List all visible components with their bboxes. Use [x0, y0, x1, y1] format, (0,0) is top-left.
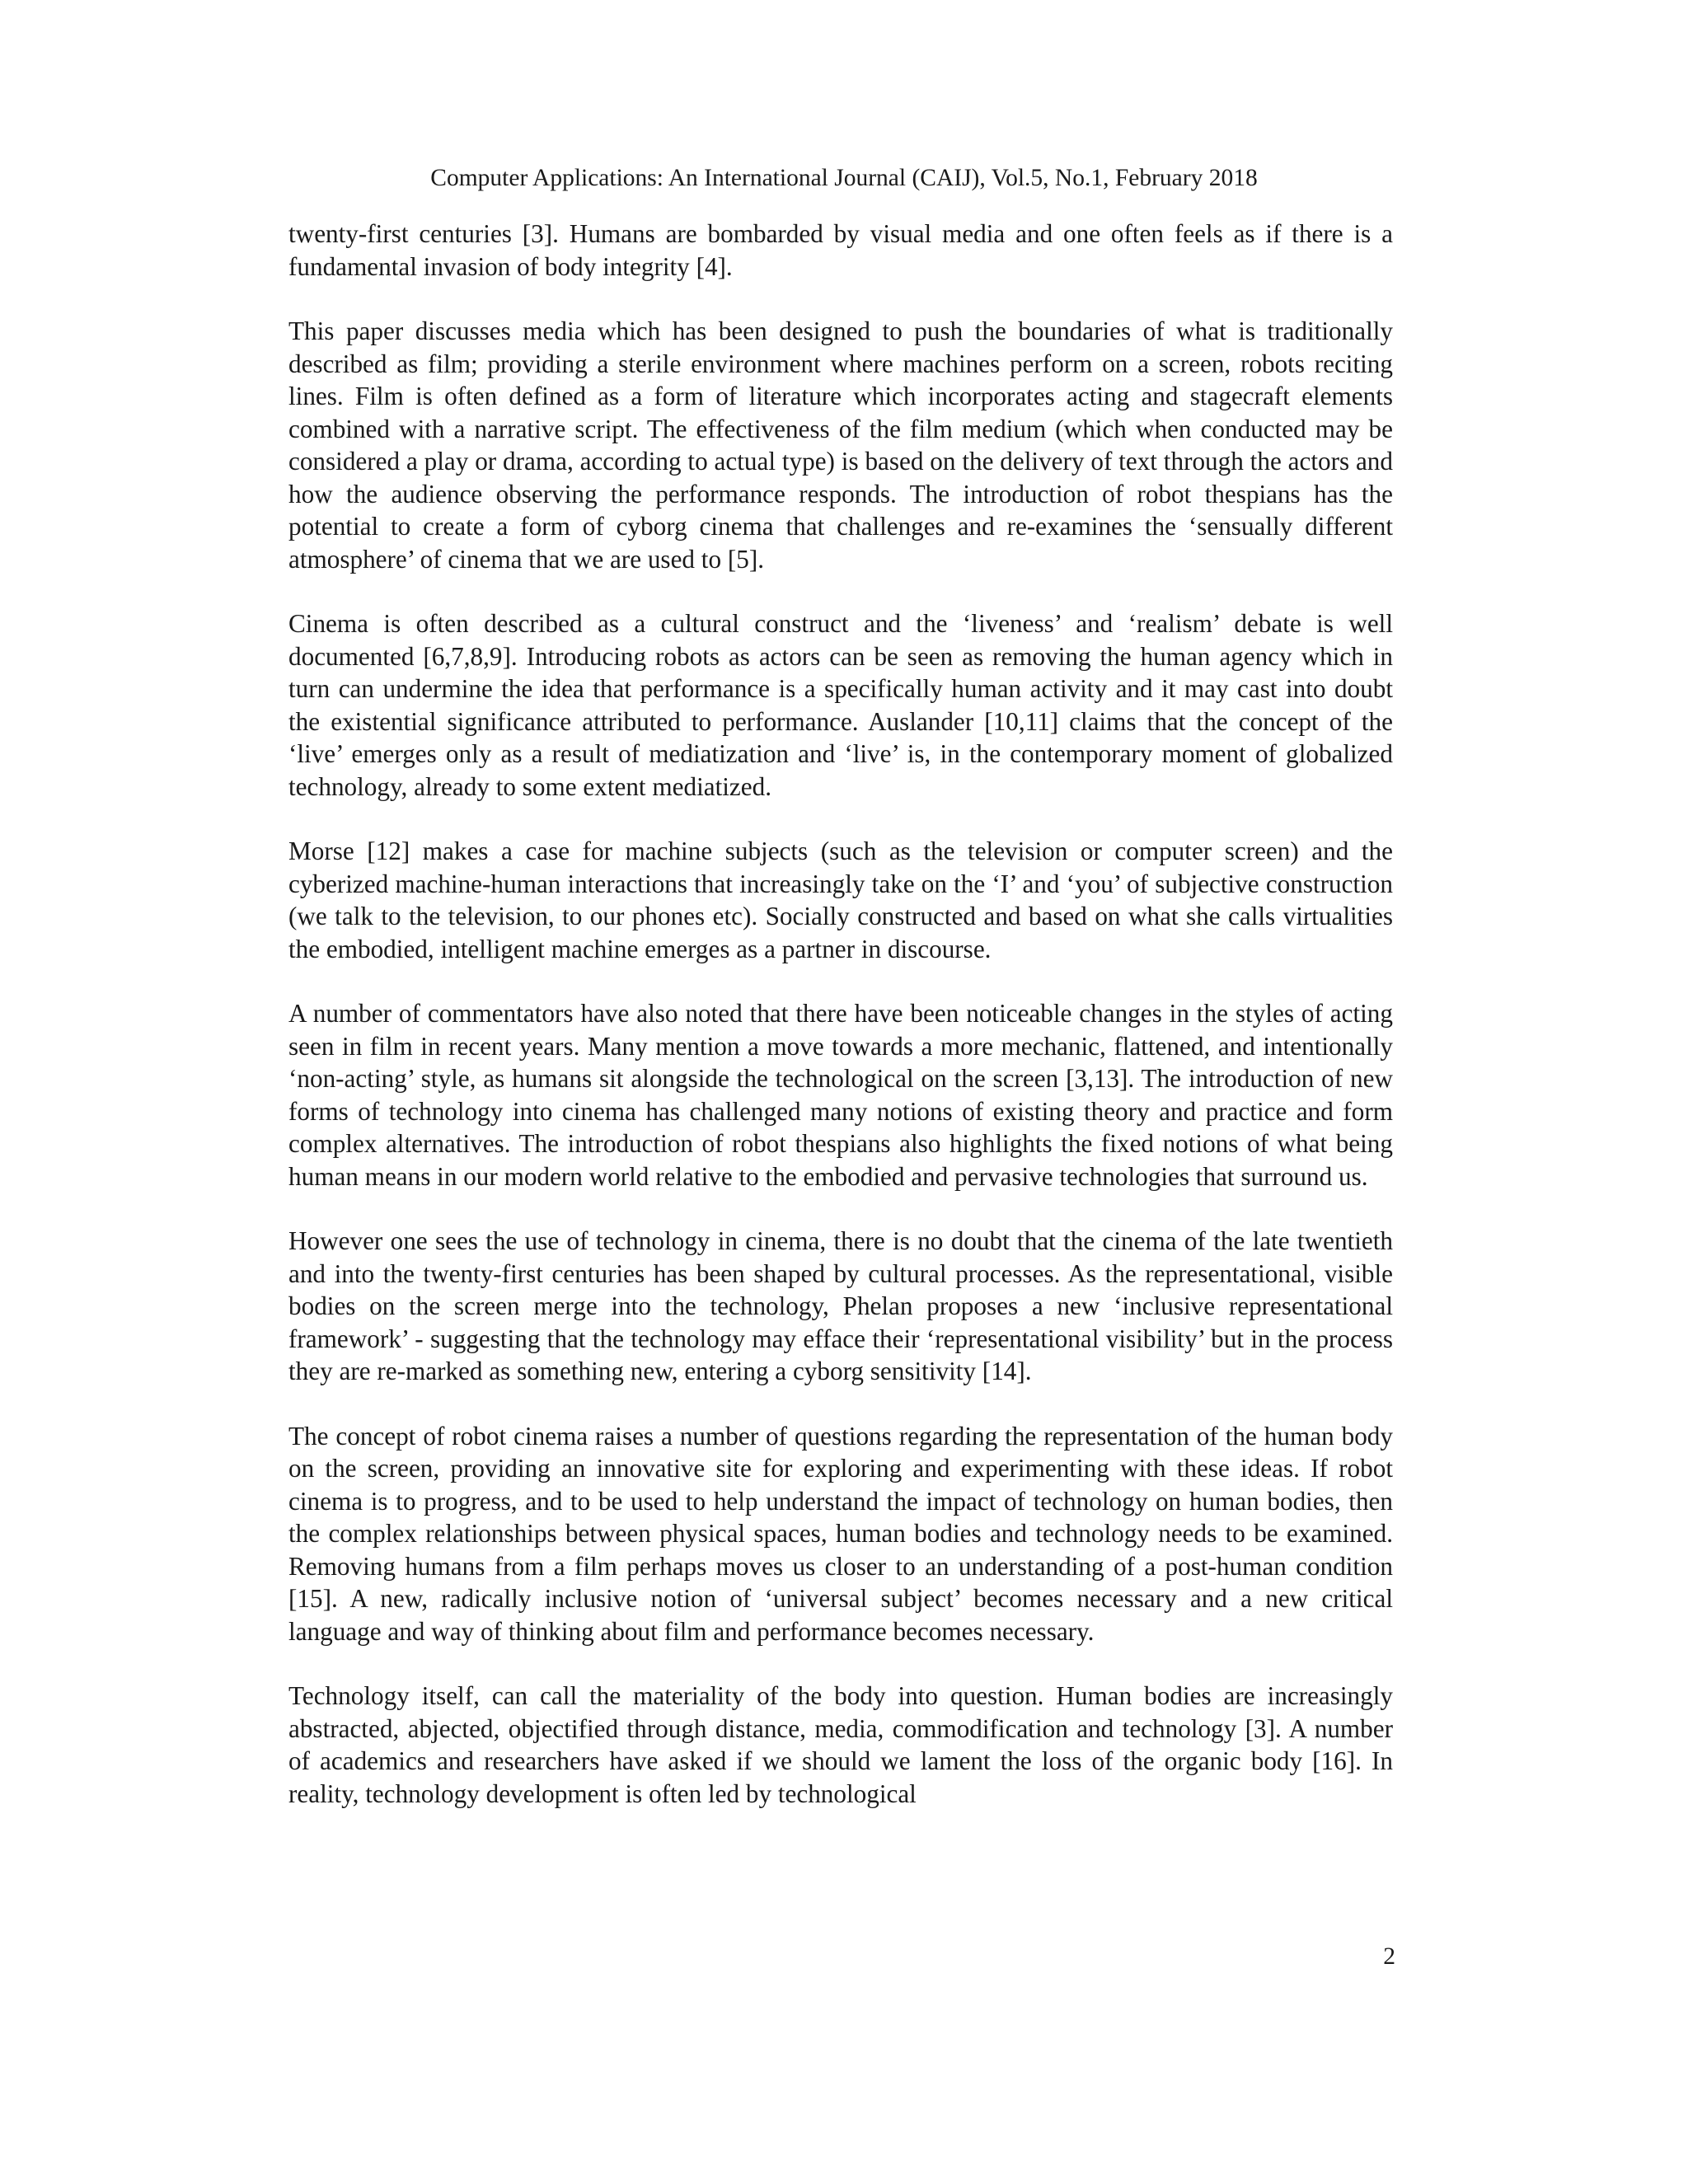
paragraph-6: However one sees the use of technology in cinema, there is no doubt that the cinema of the late twentieth and into the twenty-first centuries has been shaped by cultural processes. As the representational, visible bodies on the screen merge into the technology, Phelan proposes a new ‘inclusive representational framework’ - suggesting that the technology may efface their ‘representational visibility’ but in the process they are re-marked as something new, entering a cyborg sensitivity [14].	[288, 1226, 1393, 1385]
paragraph-3: Cinema is often described as a cultural construct and the ‘liveness’ and ‘realism’ debate is well documented [6,7,8,9]. Introducing robots as actors can be seen as removing the human agency which in turn can undermine the idea that performance is a specifically human activity and it may cast into doubt the existential significance attributed to performance. Auslander [10,11] claims that the concept of the ‘live’ emerges only as a result of mediatization and ‘live’ is, in the contemporary moment of globalized technology, already to some extent mediatized.	[288, 609, 1393, 801]
page-number: 2	[1383, 1943, 1395, 1970]
body-text	[288, 218, 1393, 1842]
running-header: Computer Applications: An International Journal (CAIJ), Vol.5, No.1, February 2018	[430, 165, 1258, 191]
paragraph-7: The concept of robot cinema raises a number of questions regarding the representation of the human body on the screen, providing an innovative site for exploring and experimenting with these ideas. If robot cinema is to progress, and to be used to help understand the impact of technology on human bodies, then the complex relationships between physical spaces, human bodies and technology needs to be examined. Removing humans from a film perhaps moves us closer to an understanding of a post-human condition [15]. A new, radically inclusive notion of ‘universal subject’ becomes necessary and a new critical language and way of thinking about film and performance becomes necessary.	[288, 1421, 1393, 1646]
paragraph-4: Morse [12] makes a case for machine subjects (such as the television or computer screen) and the cyberized machine-human interactions that increasingly take on the ‘I’ and ‘you’ of subjective construction (we talk to the television, to our phones etc). Socially constructed and based on what she calls virtualities the embodied, intelligent machine emerges as a partner in discourse.	[288, 837, 1393, 963]
paragraph-1: twenty-first centuries [3]. Humans are bombarded by visual media and one often feels as if there is a fundamental invasion of body integrity [4].	[288, 219, 1393, 281]
paragraph-8: Technology itself, can call the materiality of the body into question. Human bodies are increasingly abstracted, abjected, objectified through distance, media, commodification and technology [3]. A number of academics and researchers have asked if we should we lament the loss of the organic body [16]. In reality, technology development is often led by technological	[288, 1681, 1393, 1808]
paragraph-2: This paper discusses media which has been designed to push the boundaries of what is traditionally described as film; providing a sterile environment where machines perform on a screen, robots reciting lines. Film is often defined as a form of literature which incorporates acting and stagecraft elements combined with a narrative script. The effectiveness of the film medium (which when conducted may be considered a play or drama, according to actual type) is based on the delivery of text through the actors and how the audience observing the performance responds. The introduction of robot thespians has the potential to create a form of cyborg cinema that challenges and re-examines the ‘sensually different atmosphere’ of cinema that we are used to [5].	[288, 316, 1393, 574]
paragraph-5: A number of commentators have also noted that there have been noticeable changes in the styles of acting seen in film in recent years. Many mention a move towards a more mechanic, flattened, and intentionally ‘non-acting’ style, as humans sit alongside the technological on the screen [3,13]. The introduction of new forms of technology into cinema has challenged many notions of existing theory and practice and form complex alternatives. The introduction of robot thespians also highlights the fixed notions of what being human means in our modern world relative to the embodied and pervasive technologies that surround us.	[288, 999, 1393, 1191]
